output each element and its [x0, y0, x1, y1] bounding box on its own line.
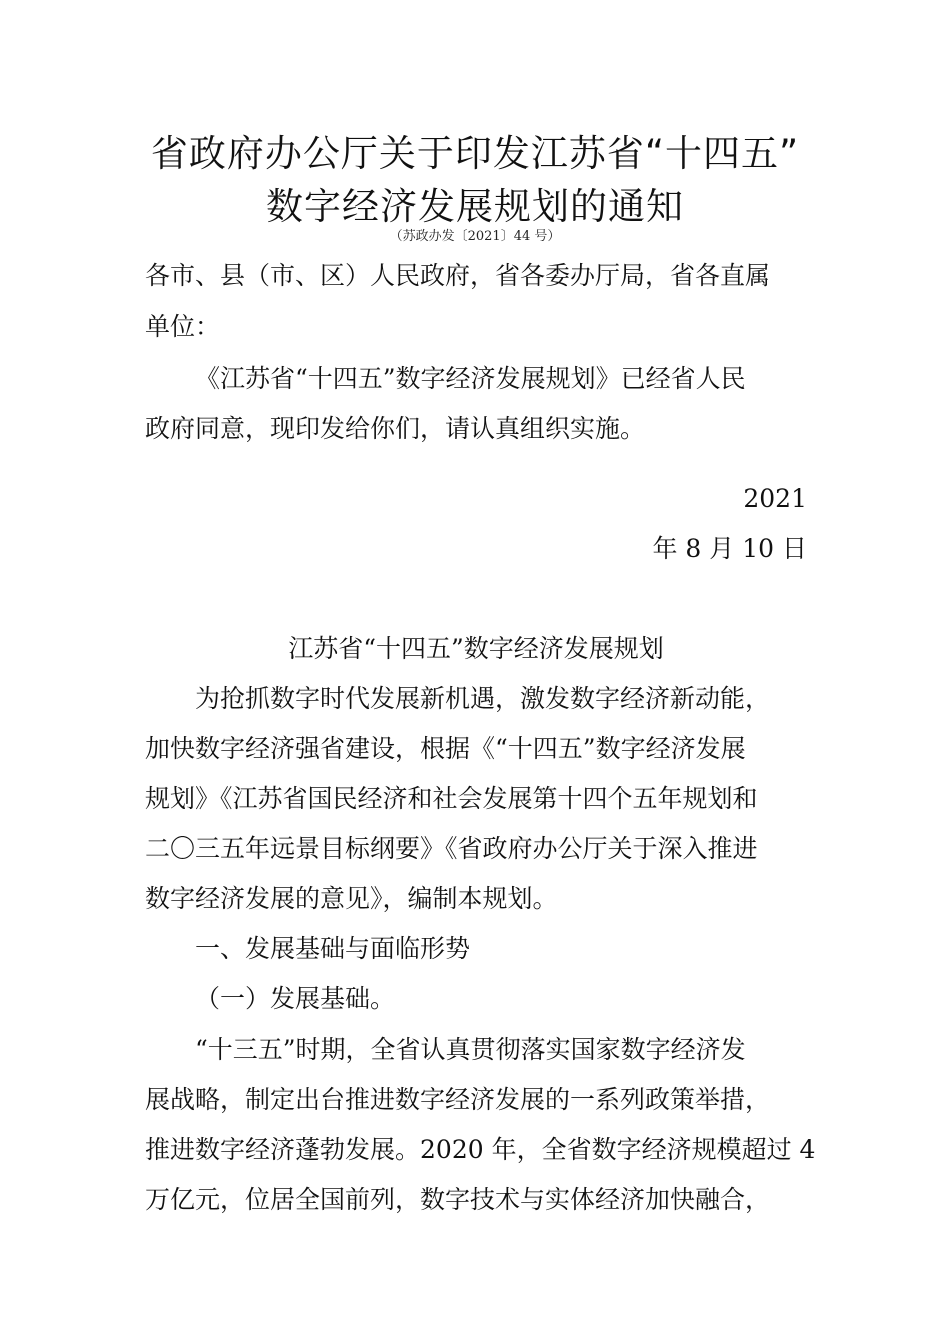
- notice-body-line-2: 政府同意，现印发给你们，请认真组织实施。: [145, 414, 646, 443]
- addressee-line-1: 各市、县（市、区）人民政府，省各委办厅局，省各直属: [145, 261, 771, 290]
- subsection-1-heading: （一）发展基础。: [195, 984, 396, 1013]
- document-title-line-1: 省政府办公厅关于印发江苏省“十四五”: [150, 132, 800, 175]
- document-title-line-2: 数字经济发展规划的通知: [266, 185, 684, 228]
- section-1-body-line-2: 展战略，制定出台推进数字经济发展的一系列政策举措，: [145, 1085, 771, 1114]
- section-1-body-line-4: 万亿元，位居全国前列，数字技术与实体经济加快融合，: [145, 1185, 771, 1214]
- section-1-heading: 一、发展基础与面临形势: [195, 934, 471, 963]
- intro-line-2: 加快数字经济强省建设，根据《“十四五”数字经济发展: [145, 734, 746, 763]
- date-month-day: 年 8 月 10 日: [652, 534, 807, 563]
- section-1-body-line-3: 推进数字经济蓬勃发展。2020 年，全省数字经济规模超过 4: [145, 1135, 816, 1164]
- intro-line-3: 规划》《江苏省国民经济和社会发展第十四个五年规划和: [145, 784, 758, 813]
- intro-line-5: 数字经济发展的意见》，编制本规划。: [145, 884, 558, 913]
- date-year: 2021: [743, 484, 807, 513]
- addressee-line-2: 单位：: [145, 312, 221, 341]
- document-number: （苏政办发〔2021〕44 号）: [389, 229, 561, 244]
- plan-title: 江苏省“十四五”数字经济发展规划: [288, 634, 664, 663]
- intro-line-1: 为抢抓数字时代发展新机遇，激发数字经济新动能，: [195, 684, 771, 713]
- notice-body-line-1: 《江苏省“十四五”数字经济发展规划》已经省人民: [195, 364, 746, 393]
- section-1-body-line-1: “十三五”时期，全省认真贯彻落实国家数字经济发: [195, 1035, 746, 1064]
- intro-line-4: 二〇三五年远景目标纲要》《省政府办公厅关于深入推进: [145, 834, 758, 863]
